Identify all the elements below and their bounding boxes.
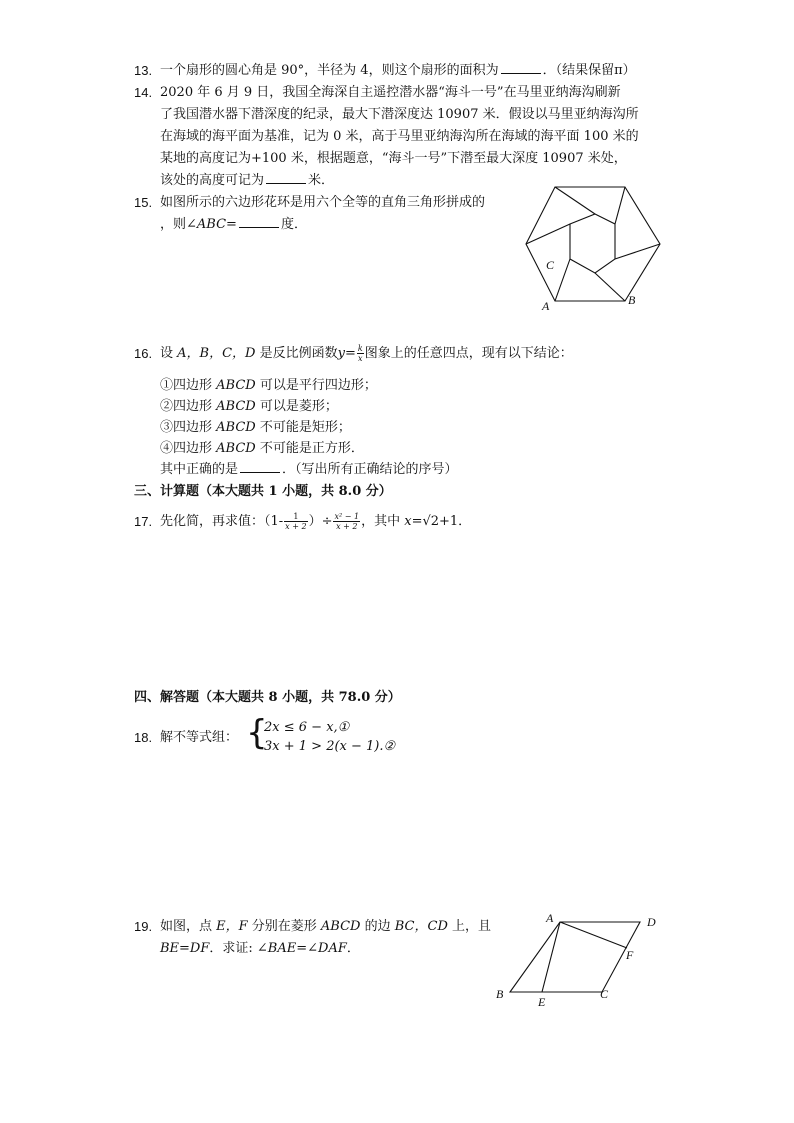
angle-daf: DAF xyxy=(318,941,347,956)
q15-line-1: 如图所示的六边形花环是用六个全等的直角三角形拼成的 xyxy=(160,195,486,210)
inequality-1: 2x ≤ 6 − x,① xyxy=(264,720,350,735)
answer-blank xyxy=(501,61,541,74)
q14-line-4: 某地的高度记为+100 米，根据题意，“海斗一号”下潜至最大深度 10907 米处， xyxy=(160,151,627,166)
q19-text-g: ． xyxy=(346,941,360,956)
q17-eq: =√2+1． xyxy=(411,514,472,529)
q19-be-df: BE=DF xyxy=(160,941,210,956)
q19-text-e: ．求证: ∠ xyxy=(209,941,268,956)
q19-line-1 xyxy=(160,917,491,937)
q14-line-5 xyxy=(160,171,334,191)
q15-text-c: 度． xyxy=(280,217,307,232)
q13-text-b: ．（结果保留π） xyxy=(542,63,636,78)
question-16-number: 16. xyxy=(134,346,153,361)
label-a: A xyxy=(542,299,550,313)
q16-points: A，B，C，D xyxy=(177,346,256,361)
question-13-number: 13. xyxy=(134,63,153,78)
q19-text-b: 分别在菱形 xyxy=(247,919,321,934)
question-13-text xyxy=(160,61,636,81)
q16-stem-b: 是反比例函数 xyxy=(255,346,338,361)
q19-text-d: 上，且 xyxy=(447,919,492,934)
option-pre: ④四边形 xyxy=(160,441,217,456)
option-abcd: ABCD xyxy=(216,441,256,456)
label-a: A xyxy=(546,911,554,925)
q15-text-b: = xyxy=(226,217,237,232)
fraction-1-over-x-plus-2 xyxy=(284,512,307,531)
q16-option-3 xyxy=(160,418,351,438)
option-post: 不可能是矩形； xyxy=(255,420,351,435)
option-abcd: ABCD xyxy=(216,378,256,393)
label-b: B xyxy=(496,987,504,1001)
label-d: D xyxy=(647,915,656,929)
q16-stem-a: 设 xyxy=(160,346,178,361)
q16-option-1 xyxy=(160,376,377,396)
option-post: 可以是菱形； xyxy=(255,399,338,414)
hexagon-outline xyxy=(526,187,660,301)
frac-denominator: x + 2 xyxy=(336,522,358,531)
option-post: 不可能是正方形． xyxy=(255,441,364,456)
option-abcd: ABCD xyxy=(216,399,256,414)
fraction-x2-minus-1 xyxy=(333,512,360,531)
q16-var-y: y xyxy=(337,346,345,361)
rhombus-abcd xyxy=(510,922,640,992)
q18-text: 解不等式组： xyxy=(160,730,239,745)
q19-text-f: =∠ xyxy=(296,941,319,956)
q16-option-4 xyxy=(160,439,364,459)
option-post: 可以是平行四边形； xyxy=(255,378,377,393)
inner-hexagon xyxy=(570,214,615,273)
section-3-heading: 三、计算题（本大题共 1 小题，共 8.0 分） xyxy=(134,484,392,499)
hexagon-figure xyxy=(520,178,665,313)
option-pre: ①四边形 xyxy=(160,378,217,393)
question-18-number: 18. xyxy=(134,730,153,745)
q19-text-a: 如图，点 xyxy=(160,919,217,934)
q16-stem xyxy=(160,344,573,364)
q19-points-ef: E，F xyxy=(216,919,248,934)
q14-line-3: 在海域的海平面为基准，记为 0 米，高于马里亚纳海沟所在海域的海平面 100 米的 xyxy=(160,129,639,144)
option-abcd: ABCD xyxy=(216,420,256,435)
section-4-heading: 四、解答题（本大题共 8 小题，共 78.0 分） xyxy=(134,690,401,705)
q16-answer-line xyxy=(160,460,458,480)
inequality-2: 3x + 1 > 2(x − 1).② xyxy=(264,739,396,754)
question-17-number: 17. xyxy=(134,514,153,529)
frac-numerator: 1 xyxy=(284,512,307,522)
q19-sides: BC，CD xyxy=(394,919,448,934)
q14-last-a: 该处的高度可记为 xyxy=(160,173,265,188)
label-f: F xyxy=(626,948,634,962)
q16-answer-a: 其中正确的是 xyxy=(160,462,239,477)
q16-eq: = xyxy=(344,346,356,361)
answer-blank xyxy=(239,215,279,228)
segment-ae xyxy=(542,922,560,992)
question-15-number: 15. xyxy=(134,195,153,210)
q19-abcd: ABCD xyxy=(320,919,361,934)
question-14-number: 14. xyxy=(134,85,153,100)
q14-line-2: 了我国潜水器下潜深度的纪录，最大下潜深度达 10907 米．假设以马里亚纳海沟所 xyxy=(160,107,639,122)
q17-var-x: x xyxy=(404,514,412,529)
q17-text xyxy=(160,512,471,532)
frac-numerator: x² − 1 xyxy=(334,512,360,521)
system-brace: { xyxy=(246,713,268,753)
q19-text-c: 的边 xyxy=(360,919,395,934)
label-b: B xyxy=(628,293,636,307)
q16-stem-c: 图象上的任意四点，现有以下结论： xyxy=(364,346,573,361)
q19-line-2 xyxy=(160,939,360,959)
question-19-number: 19. xyxy=(134,919,153,934)
q15-text-a: ，则∠ xyxy=(160,217,197,232)
fraction-k-over-x xyxy=(357,344,364,363)
frac-numerator: k xyxy=(357,344,363,353)
angle-abc-label: ABC xyxy=(196,217,227,232)
angle-bae: BAE xyxy=(267,941,297,956)
answer-blank xyxy=(266,171,306,184)
q16-option-2 xyxy=(160,397,338,417)
q14-last-b: 米． xyxy=(308,173,335,188)
option-pre: ②四边形 xyxy=(160,399,217,414)
q14-line-1: 2020 年 6 月 9 日，我国全海深自主遥控潜水器“海斗一号”在马里亚纳海沟刷新 xyxy=(160,85,621,100)
label-c: C xyxy=(600,987,609,1001)
q17-text-c: ，其中 xyxy=(361,514,405,529)
q17-text-a: 先化简，再求值：（1- xyxy=(160,514,284,529)
option-pre: ③四边形 xyxy=(160,420,217,435)
label-c: C xyxy=(546,258,555,272)
segment-af xyxy=(560,922,627,948)
q17-text-b: ）÷ xyxy=(308,514,333,529)
q15-line-2 xyxy=(160,215,307,235)
answer-blank xyxy=(240,460,280,473)
frac-denominator: x + 2 xyxy=(285,522,307,531)
frac-denominator: x xyxy=(358,354,363,363)
q16-answer-b: ．（写出所有正确结论的序号） xyxy=(282,462,458,477)
rhombus-figure xyxy=(490,908,665,1013)
label-e: E xyxy=(538,995,546,1009)
q13-text-a: 一个扇形的圆心角是 90°，半径为 4，则这个扇形的面积为 xyxy=(160,63,499,78)
